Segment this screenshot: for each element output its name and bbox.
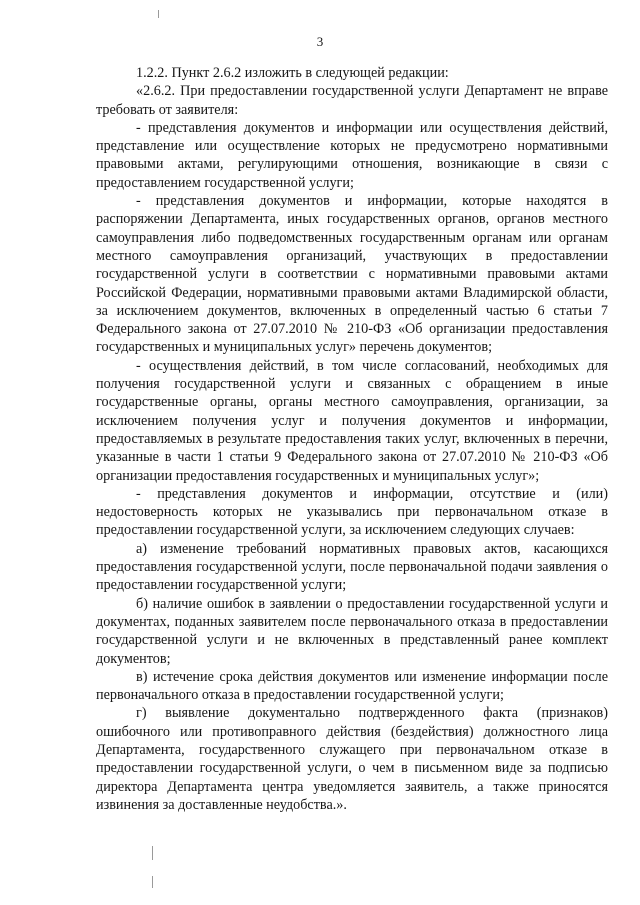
paragraph-2-6-2-intro: «2.6.2. При предоставлении государственной услуги Департамент не вправе требовать от заявителя: — [96, 83, 608, 118]
paragraph-item-actions: - осуществления действий, в том числе согласований, необходимых для получения государственной услуги и связанных с обращением в иные государственные органы, органы местного самоуправления, организации, за исключением получения услуг и получения документов и информации, предоставляемых в результате предоставления таких услуг, включенных в перечни, указанные в части 1 статьи 9 Федерального закона от 27.07.2010 № 210-ФЗ «Об организации предоставления государственных и муниципальных услуг»; — [96, 357, 608, 484]
scan-mark-bottom-2 — [152, 876, 153, 888]
document-body — [96, 64, 608, 814]
paragraph-case-v: в) истечение срока действия документов или изменение информации после первоначального отказа в предоставлении государственной услуги; — [96, 668, 608, 704]
paragraph-case-b: б) наличие ошибок в заявлении о предоставлении государственной услуги и документах, поданных заявителем после первоначального отказа в предоставлении государственной услуги и не включенных в представленный ранее комплект документов; — [96, 595, 608, 667]
paragraph-case-a: а) изменение требований нормативных правовых актов, касающихся предоставления государственной услуги, после первоначальной подачи заявления о предоставлении государственной услуги; — [96, 540, 608, 594]
paragraph-item-documents: - представления документов и информации или осуществления действий, представление или осуществление которых не предусмотрено нормативными правовыми актами, регулирующими отношения, возникающие в связи с предоставлением государственной услуги; — [96, 119, 608, 191]
paragraph-item-department-documents: - представления документов и информации, которые находятся в распоряжении Департамента, иных государственных органов, органов местного самоуправления либо подведомственных государственным органам или органам местного самоуправления организаций, участвующих в предоставлении государственной услуги в соответствии с нормативными правовыми актами Российской Федерации, нормативными правовыми актами Владимирской области, за исключением документов, включенных в определенный частью 6 статьи 7 Федерального закона от 27.07.2010 № 210-ФЗ «Об организации предоставления государственных и муниципальных услуг» перечень документов; — [96, 193, 608, 356]
page-number: 3 — [316, 34, 324, 49]
paragraph-1-2-2: 1.2.2. Пункт 2.6.2 изложить в следующей редакции: — [136, 65, 449, 81]
paragraph-case-g: г) выявление документально подтвержденного факта (признаков) ошибочного или противоправного действия (бездействия) должностного лица Департамента, государственного служащего при первоначальном отказе в предоставлении государственной услуги, о чем в письменном виде за подписью директора Департамента центра уведомляется заявитель, а также приносятся извинения за доставленные неудобства.». — [96, 705, 608, 813]
scan-mark-bottom-1 — [152, 846, 153, 860]
scan-mark-top — [158, 10, 159, 18]
paragraph-item-missing-documents: - представления документов и информации, отсутствие и (или) недостоверность которых не указывались при первоначальном отказе в предоставлении государственной услуги, за исключением следующих случаев: — [96, 485, 608, 539]
